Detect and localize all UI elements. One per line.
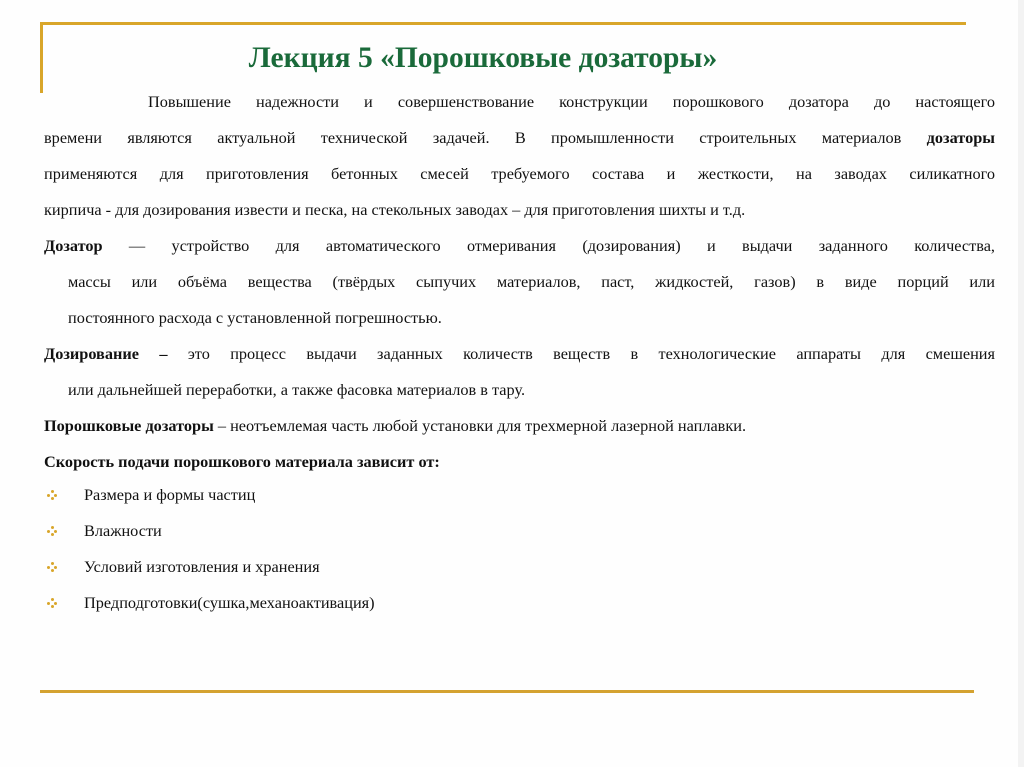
definition-line: массы или объёма вещества (твёрдых сыпучих материалов, паст, жидкостей, газов) в виде порций или [68, 272, 995, 291]
list-item: Предподготовки(сушка,механоактивация) [44, 585, 375, 621]
definition-term: Порошковые дозаторы [44, 416, 214, 435]
definition-term: Дозирование – [44, 344, 168, 363]
definition-dozirovanie [44, 336, 995, 408]
diamond-dots-bullet-icon [47, 490, 57, 500]
definition-line: Дозатор — устройство для автоматического отмеривания (дозирования) и выдачи заданного количества, [44, 236, 995, 255]
speed-heading [44, 444, 995, 480]
definition-line: Дозирование – это процесс выдачи заданных количеств веществ в технологические аппараты для смешения [44, 344, 995, 363]
list-item: Влажности [44, 513, 375, 549]
frame-bottom-line [40, 690, 974, 693]
slide-title-text: Лекция 5 «Порошковые дозаторы» [248, 42, 718, 74]
slide-title [0, 40, 966, 76]
powder-dosers-line: Порошковые дозаторы – неотъемлемая часть любой установки для трехмерной лазерной наплавки. [44, 416, 747, 435]
bold-term: дозаторы [926, 128, 995, 147]
diamond-dots-bullet-icon [47, 598, 57, 608]
intro-line: времени являются актуальной технической задачей. В промышленности строительных материалов дозаторы [44, 128, 995, 147]
intro-line: кирпича - для дозирования извести и песка, на стекольных заводах – для приготовления шихты и т.д. [44, 200, 746, 219]
list-item: Условий изготовления и хранения [44, 549, 375, 585]
list-item: Размера и формы частиц [44, 477, 375, 513]
definition-line: постоянного расхода с установленной погрешностью. [68, 308, 442, 327]
definition-dozator [44, 228, 995, 336]
frame-top-line [40, 22, 966, 25]
speed-heading-text: Скорость подачи порошкового материала зависит от: [44, 452, 440, 471]
diamond-dots-bullet-icon [47, 562, 57, 572]
factor-list [44, 477, 375, 621]
intro-line: применяются для приготовления бетонных смесей требуемого состава и жесткости, на заводах силикатного [44, 164, 995, 183]
diamond-dots-bullet-icon [47, 526, 57, 536]
definition-term: Дозатор [44, 236, 103, 255]
intro-paragraph [44, 84, 995, 228]
powder-dosers-paragraph [44, 408, 995, 444]
page-edge [1018, 0, 1024, 767]
intro-line: Повышение надежности и совершенствование конструкции порошкового дозатора до настоящего [148, 92, 995, 111]
definition-line: или дальнейшей переработки, а также фасовка материалов в тару. [68, 380, 526, 399]
slide-body [44, 84, 995, 480]
